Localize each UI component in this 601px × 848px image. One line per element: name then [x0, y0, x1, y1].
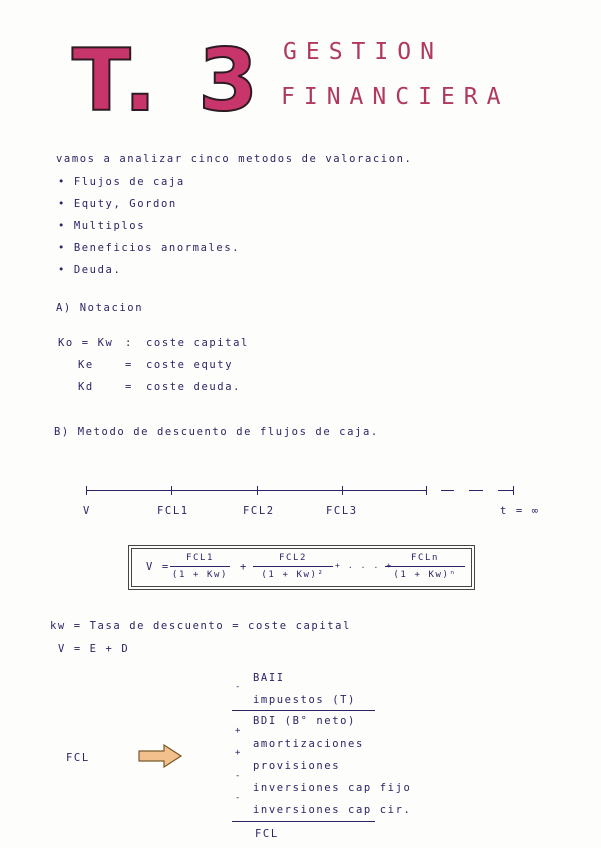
fcl-item: inversiones cap fijo	[253, 782, 412, 794]
section-a-heading: A) Notacion	[56, 302, 144, 314]
fcl-result: FCL	[255, 828, 279, 840]
topic-number: T. 3	[72, 31, 265, 131]
arrow-right-shape	[139, 745, 181, 767]
kw-definition: kw = Tasa de descuento = coste capital	[50, 620, 352, 632]
timeline-label: FCL1	[157, 505, 189, 517]
title-line-2: FINANCIERA	[281, 84, 510, 110]
fcl-label: FCL	[66, 752, 90, 764]
timeline-dash	[469, 490, 483, 491]
formula-ellipsis-plus: + . . . +	[335, 561, 393, 570]
timeline-tick	[426, 486, 427, 495]
notation-symbol: Kd	[78, 381, 94, 393]
notation-meaning: coste deuda.	[146, 381, 242, 393]
fcl-item-sign: +	[235, 726, 241, 736]
list-item: • Beneficios anormales.	[58, 242, 241, 254]
fcl-subtotal-line	[232, 710, 375, 711]
fcl-item: BDI (B° neto)	[253, 715, 356, 727]
fcl-item: inversiones cap cir.	[253, 804, 412, 816]
timeline-label: t = ∞	[500, 505, 540, 517]
notation-eq: :	[125, 337, 133, 349]
list-item: • Multiplos	[58, 220, 146, 232]
notation-symbol: Ko = Kw	[58, 337, 114, 349]
timeline-tick	[257, 486, 258, 495]
timeline-tick	[171, 486, 172, 495]
formula-term-1: FCL1 (1 + Kw)	[171, 553, 229, 580]
timeline-dash	[441, 490, 454, 491]
arrow-right-icon	[138, 744, 182, 768]
fcl-total-line	[232, 821, 375, 822]
fcl-item: amortizaciones	[253, 738, 364, 750]
list-item: • Equty, Gordon	[58, 198, 177, 210]
formula-term-2: FCL2 (1 + Kw)²	[253, 554, 333, 580]
fcl-item-sign: +	[235, 748, 241, 758]
fcl-item-sign: -	[235, 771, 241, 781]
timeline-tick	[342, 486, 343, 495]
title-line-1: GESTION	[283, 39, 443, 65]
fcl-item-sign: -	[235, 682, 241, 692]
notation-meaning: coste equty	[146, 359, 234, 371]
timeline-tick	[86, 486, 87, 495]
section-b-heading: B) Metodo de descuento de flujos de caja.	[54, 426, 379, 438]
fcl-item-sign: -	[235, 793, 241, 803]
notation-symbol: Ke	[78, 359, 94, 371]
timeline-label: V	[83, 505, 91, 517]
notation-meaning: coste capital	[146, 337, 249, 349]
list-item: • Flujos de caja	[58, 176, 185, 188]
timeline-dash	[498, 490, 514, 491]
intro-lead: vamos a analizar cinco metodos de valoracion.	[56, 153, 413, 165]
timeline-label: FCL3	[326, 505, 358, 517]
notation-eq: =	[125, 381, 133, 393]
formula-plus: +	[240, 561, 248, 573]
formula-term-n: FCLn (1 + Kw)ⁿ	[385, 554, 465, 580]
v-definition: V = E + D	[58, 643, 130, 655]
notation-eq: =	[125, 359, 133, 371]
timeline-axis	[86, 490, 426, 491]
fcl-item: impuestos (T)	[253, 694, 356, 706]
timeline-tick	[513, 486, 514, 495]
fcl-item: provisiones	[253, 760, 341, 772]
list-item: • Deuda.	[58, 264, 122, 276]
formula-lhs: V =	[146, 561, 170, 573]
fcl-item: BAII	[253, 672, 285, 684]
timeline-label: FCL2	[243, 505, 275, 517]
